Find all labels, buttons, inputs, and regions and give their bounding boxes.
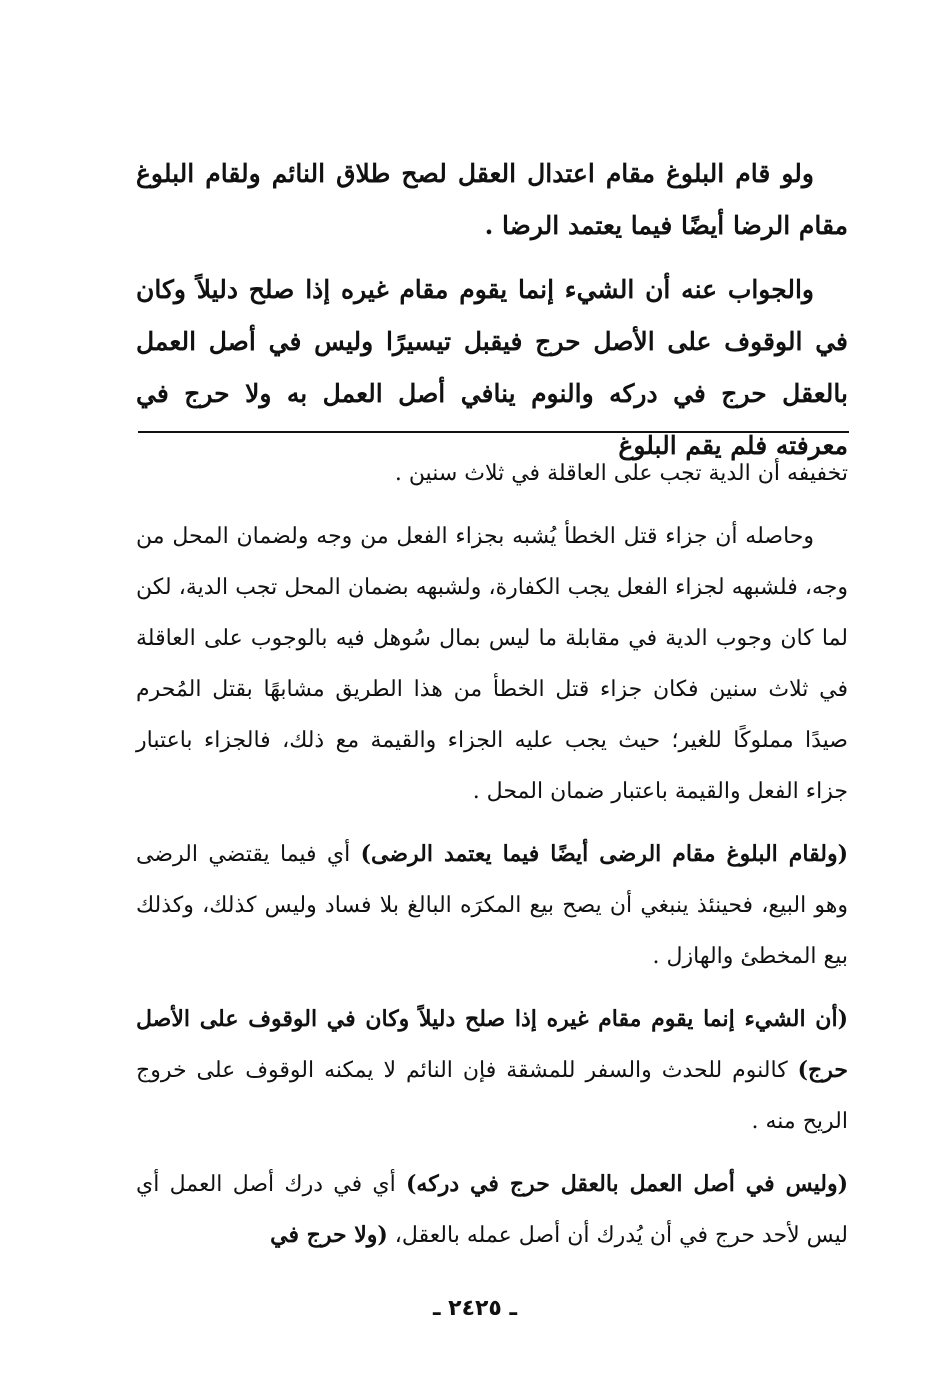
commentary-block [136, 448, 848, 1261]
footnote-separator-line [138, 431, 849, 433]
page-number: ـ ٢٤٢٥ ـ [432, 1296, 518, 1321]
commentary-paragraph-2: وحاصله أن جزاء قتل الخطأ يُشبه بجزاء الفعل من وجه ولضمان المحل من وجه، فلشبهه لجزاء الفعل يجب الكفارة، ولشبهه بضمان المحل تجب الدية، لكن لما كان وجوب الدية في مقابلة ما ليس بمال سُوهل فيه بالوجوب على العاقلة في ثلاث سنين فكان جزاء قتل الخطأ من هذا الطريق مشابهًا بقتل المُحرم صيدًا مملوكًا للغير؛ حيث يجب عليه الجزاء والقيمة مع ذلك، فالجزاء باعتبار جزاء الفعل والقيمة باعتبار ضمان المحل . [136, 524, 848, 804]
main-text-paragraph-1: ولو قام البلوغ مقام اعتدال العقل لصح طلاق النائم ولقام البلوغ مقام الرضا أيضًا فيما يعتمد الرضا . [136, 159, 848, 240]
commentary-text: أي فيما يقتضي الرضى وهو البيع، فحينئذ ينبغي أن يصح بيع المكرَه البالغ بلا فساد وليس كذلك، وكذلك بيع المخطئ والهازل . [136, 842, 848, 969]
commentary-paragraph-5 [136, 1159, 848, 1261]
quoted-main-text: (ولقام البلوغ مقام الرضى أيضًا فيما يعتمد الرضى) [360, 841, 848, 867]
main-text-paragraph-2: والجواب عنه أن الشيء إنما يقوم مقام غيره إذا صلح دليلاً وكان في الوقوف على الأصل حرج فيقبل تيسيرًا وليس في أصل العمل بالعقل حرج في دركه والنوم ينافي أصل العمل به ولا حرج في معرفته فلم يقم البلوغ [136, 275, 848, 460]
commentary-text: كالنوم للحدث والسفر للمشقة فإن النائم لا يمكنه الوقوف على خروج الريح منه . [136, 1058, 848, 1134]
quoted-main-text: (ولا حرج في [270, 1222, 388, 1248]
commentary-paragraph-1: تخفيفه أن الدية تجب على العاقلة في ثلاث سنين . [394, 461, 848, 486]
quoted-main-text: (وليس في أصل العمل بالعقل حرج في دركه) [406, 1171, 848, 1197]
commentary-text: أي في درك أصل العمل أي ليس لأحد حرج في أن يُدرك أن أصل عمله بالعقل، [136, 1172, 848, 1248]
commentary-paragraph-3 [136, 829, 848, 982]
quoted-main-text: (أن الشيء إنما يقوم مقام غيره إذا صلح دليلاً وكان في الوقوف على الأصل حرج) [136, 1006, 848, 1083]
main-text-block [136, 148, 848, 472]
commentary-paragraph-4 [136, 994, 848, 1147]
